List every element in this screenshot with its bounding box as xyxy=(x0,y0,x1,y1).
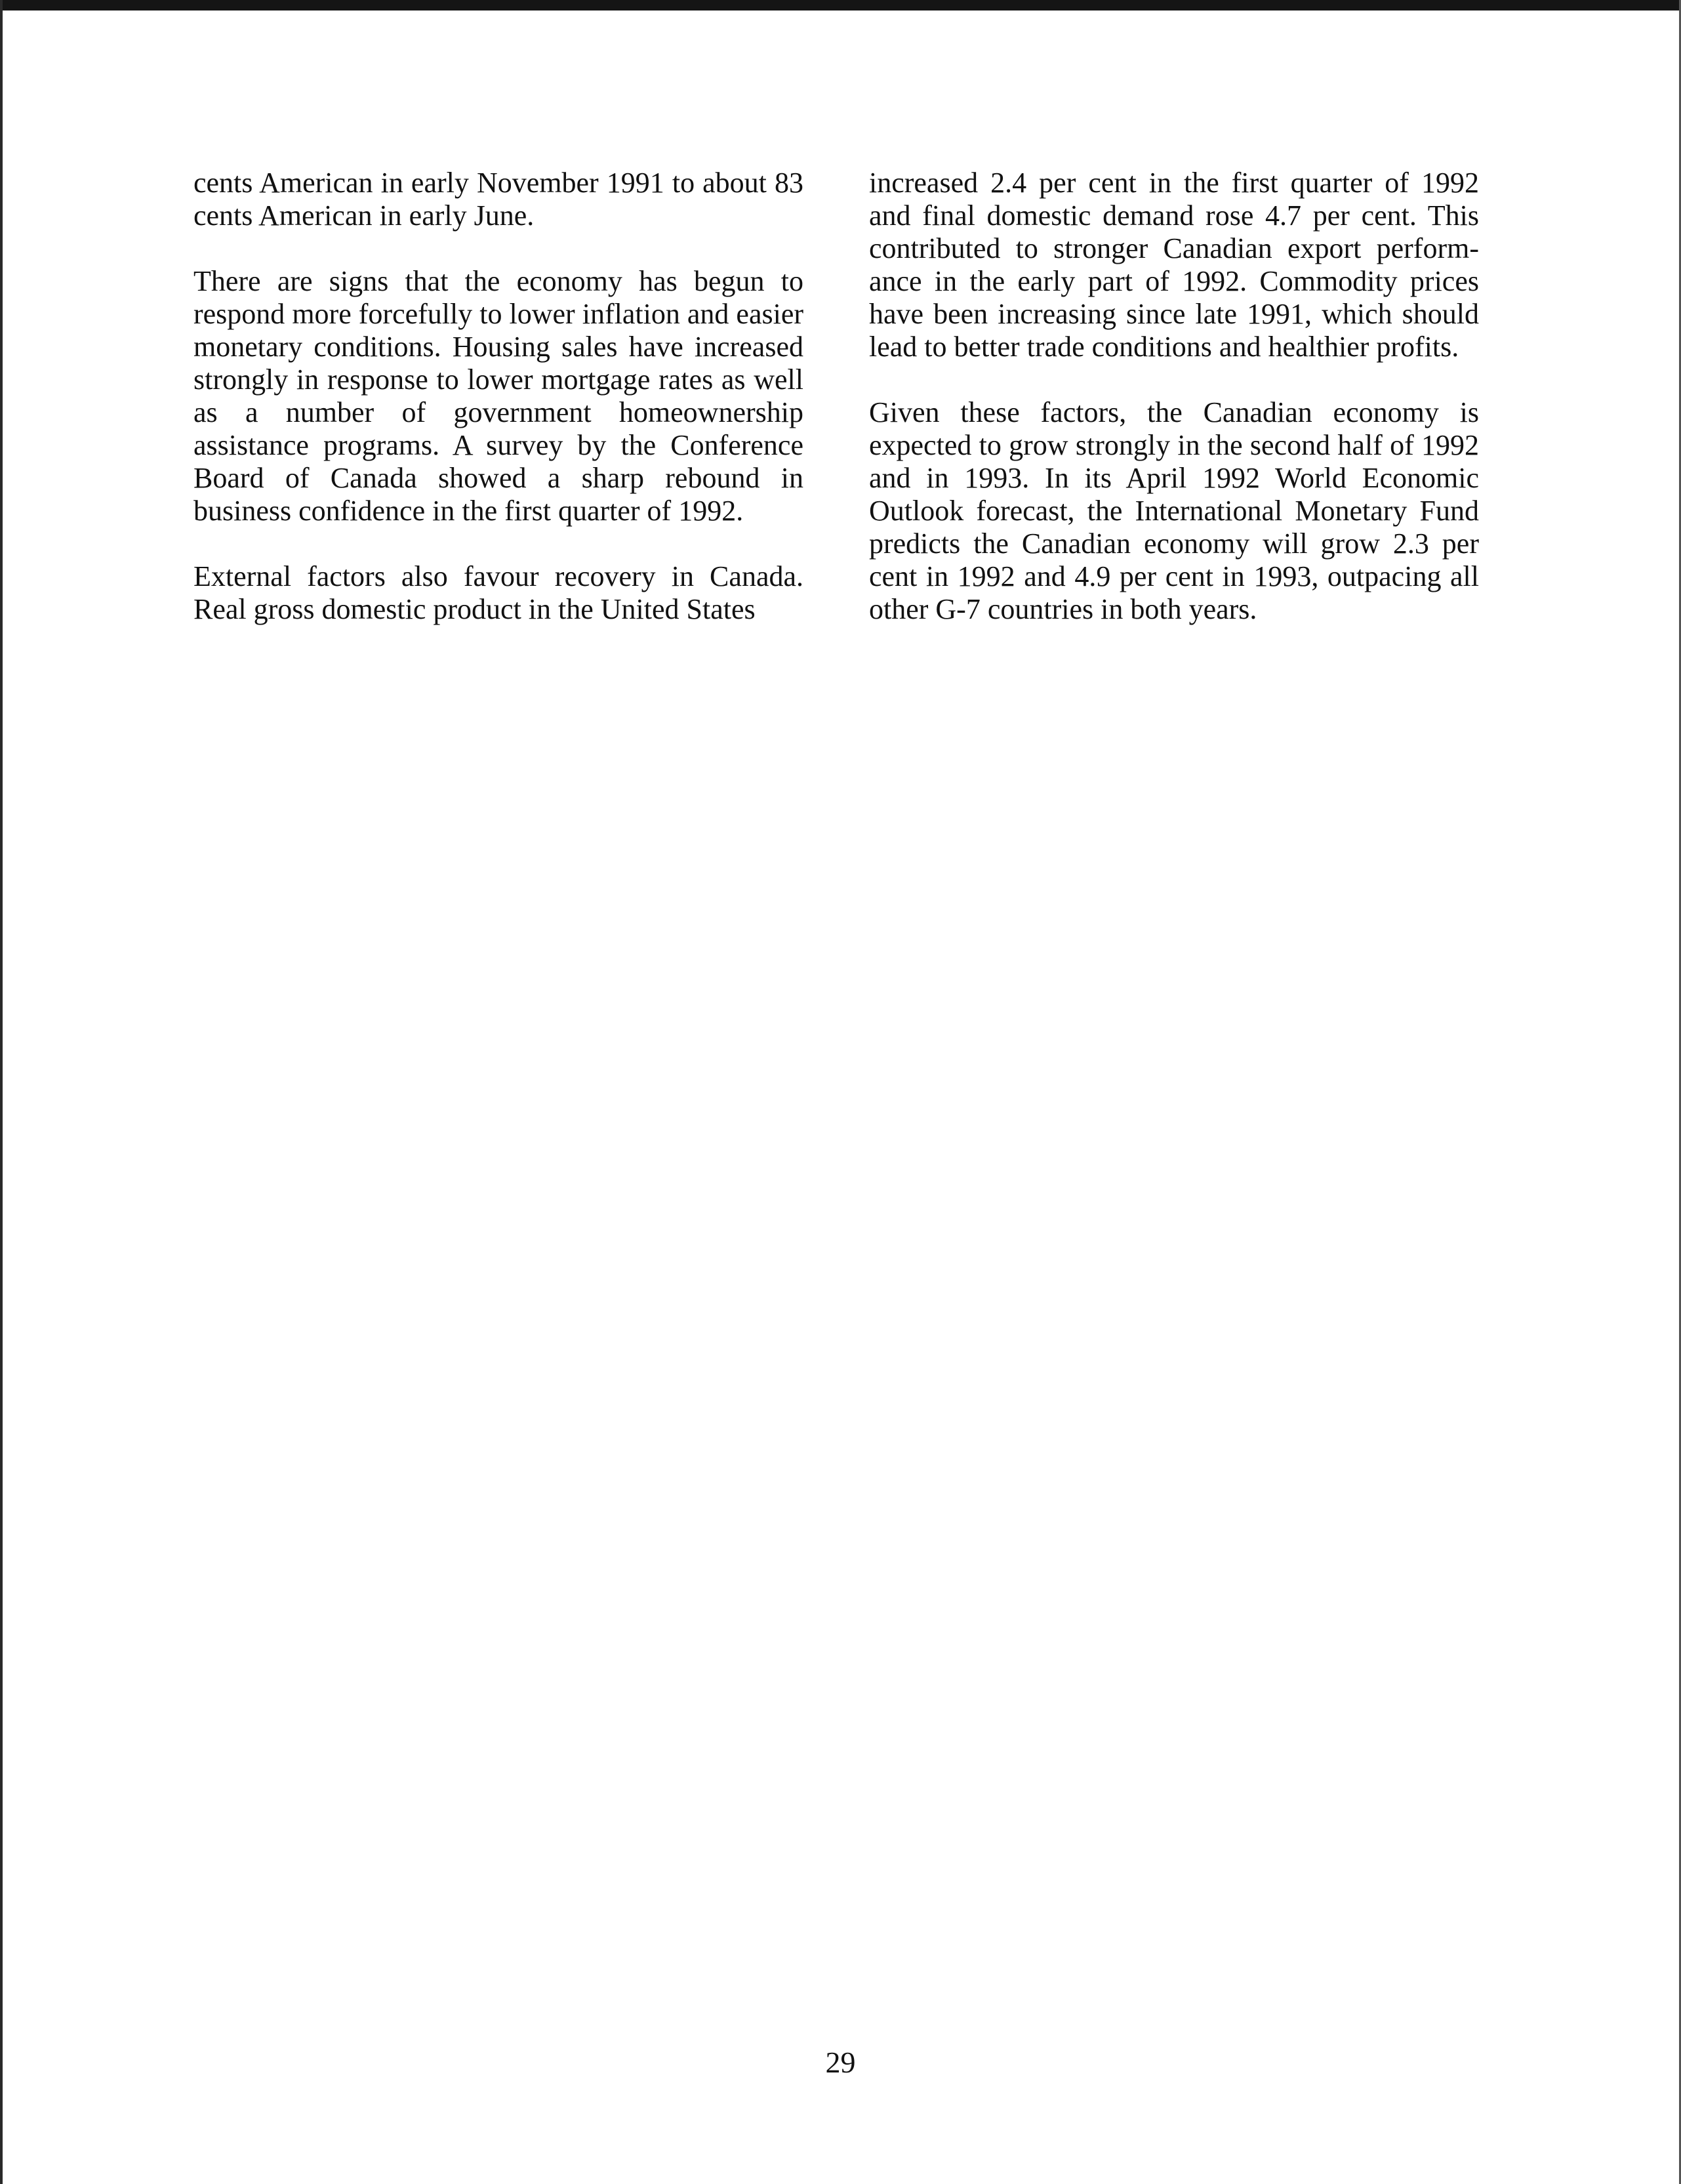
paragraph-us-growth: increased 2.4 per cent in the first quarter of 1992 and final domestic demand rose 4.7 per cent. This contributed to stronger Canadian export performance in the early part of 1992. Commodity prices have been increasing since late 1991, which should lead to better trade conditions and healthier profits. xyxy=(869,167,1479,363)
paragraph-economy-signs: There are signs that the economy has begun to respond more forcefully to lower inflation and easier monetary conditions. Housing sales have increased strongly in response to lower mortgage rates as well as a number of government homeownership assistance programs. A survey by the Conference Board of Canada showed a sharp rebound in business confidence in the first quarter of 1992. xyxy=(193,265,803,527)
paragraph-outlook: Given these factors, the Canadian economy is expected to grow strongly in the second half of 1992 and in 1993. In its April 1992 World Economic Outlook forecast, the International Monetary Fund predicts the Canadian economy will grow 2.3 per cent in 1992 and 4.9 per cent in 1993, outpacing all other G-7 countries in both years. xyxy=(869,396,1479,625)
left-text-column xyxy=(193,167,803,659)
right-text-column xyxy=(869,167,1479,659)
paragraph-exchange-rate: cents American in early November 1991 to about 83 cents American in early June. xyxy=(193,167,803,232)
scan-left-border xyxy=(0,0,3,2184)
paragraph-external-factors: External factors also favour recovery in Canada. Real gross domestic product in the United States xyxy=(193,560,803,625)
scan-top-border xyxy=(0,0,1681,10)
page-number: 29 xyxy=(825,2046,856,2079)
